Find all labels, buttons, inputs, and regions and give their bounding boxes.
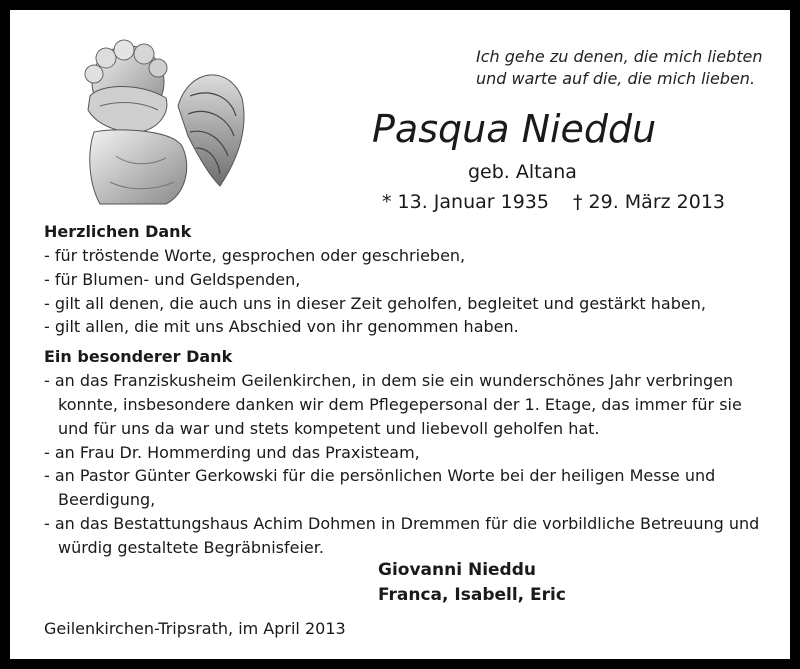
angel-illustration bbox=[70, 36, 250, 206]
special-thanks-line: - an Pastor Günter Gerkowski für die persönlichen Worte bei der heiligen Messe und bbox=[44, 466, 716, 486]
special-thanks-line: - an das Bestattungshaus Achim Dohmen in Dremmen für die vorbildliche Betreuung und bbox=[44, 513, 760, 533]
thanks-line: - für Blumen- und Geldspenden, bbox=[44, 269, 301, 289]
deceased-name: Pasqua Nieddu bbox=[372, 107, 657, 151]
thanks-text bbox=[44, 220, 784, 560]
special-thanks-line: - an das Franziskusheim Geilenkirchen, in dem sie ein wunderschönes Jahr verbringen bbox=[44, 371, 734, 391]
life-dates bbox=[382, 190, 725, 214]
signature-line: Franca, Isabell, Eric bbox=[378, 585, 566, 605]
epitaph-quote bbox=[476, 46, 762, 90]
thanks-heading: Herzlichen Dank bbox=[44, 222, 192, 241]
special-thanks-line: würdig gestaltete Begräbnisfeier. bbox=[58, 537, 324, 557]
quote-line: Ich gehe zu denen, die mich liebten bbox=[476, 47, 763, 66]
special-thanks-line: und für uns da war und stets kompetent und liebevoll geholfen hat. bbox=[58, 418, 600, 438]
death-date: † 29. März 2013 bbox=[572, 191, 725, 213]
family-signature bbox=[378, 558, 566, 608]
maiden-name: geb. Altana bbox=[468, 161, 577, 183]
thanks-line: - für tröstende Worte, gesprochen oder geschrieben, bbox=[44, 246, 466, 265]
thanks-line: - gilt allen, die mit uns Abschied von ihr genommen haben. bbox=[44, 317, 519, 337]
special-thanks-line: konnte, insbesondere danken wir dem Pflegepersonal der 1. Etage, das immer für sie bbox=[58, 394, 742, 414]
quote-line: und warte auf die, die mich lieben. bbox=[476, 69, 756, 88]
special-thanks-heading: Ein besonderer Dank bbox=[44, 347, 233, 367]
obituary-notice bbox=[10, 10, 790, 659]
birth-date: * 13. Januar 1935 bbox=[382, 191, 549, 213]
special-thanks-line: - an Frau Dr. Hommerding und das Praxisteam, bbox=[44, 442, 420, 462]
place-and-date: Geilenkirchen-Tripsrath, im April 2013 bbox=[44, 619, 346, 638]
thanks-line: - gilt all denen, die auch uns in dieser Zeit geholfen, begleitet und gestärkt haben, bbox=[44, 293, 706, 313]
signature-line: Giovanni Nieddu bbox=[378, 560, 536, 580]
special-thanks-line: Beerdigung, bbox=[58, 490, 156, 510]
